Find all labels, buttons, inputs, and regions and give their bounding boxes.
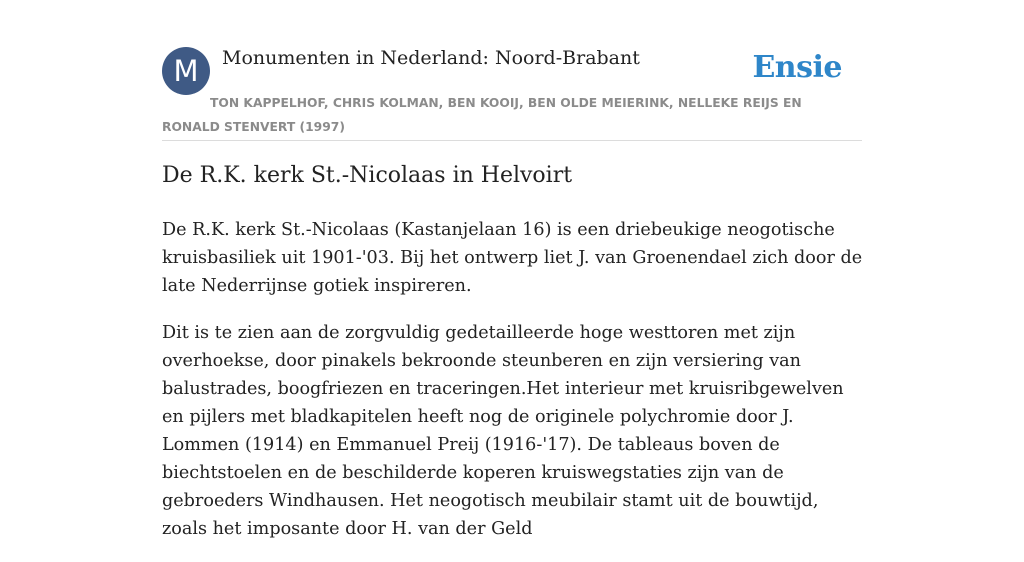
book-header [162, 44, 862, 141]
article-body [162, 216, 867, 562]
book-title[interactable]: Monumenten in Nederland: Noord-Brabant [222, 47, 640, 69]
book-avatar: M [162, 47, 210, 95]
ensie-logo-link[interactable]: Ensie [752, 50, 842, 85]
article-paragraph: Dit is te zien aan de zorgvuldig gedetailleerde hoge westtoren met zijn overhoekse, door pinakels bekroonde steunberen en zijn versiering van balustrades, boogfriezen en traceringen.Het interieur met kruisribgewelven en pijlers met bladkapitelen heeft nog de originele polychromie door J. Lommen (1914) en Emmanuel Preij (1916-'17). De tableaus boven de biechtstoelen en de beschilderde koperen kruiswegstaties zijn van de gebroeders Windhausen. Het neogotisch meubilair stamt uit de bouwtijd, zoals het imposante door H. van der Geld [162, 323, 844, 539]
article-paragraph: De R.K. kerk St.-Nicolaas (Kastanjelaan 16) is een driebeukige neogotische kruisbasiliek uit 1901-'03. Bij het ontwerp liet J. van Groenendael zich door de late Nederrijnse gotiek inspireren. [162, 220, 863, 296]
article-title: De R.K. kerk St.-Nicolaas in Helvoirt [162, 163, 573, 188]
book-authors: TON KAPPELHOF, CHRIS KOLMAN, BEN KOOIJ, BEN OLDE MEIERINK, NELLEKE REIJS EN RONALD STENVERT (1997) [162, 96, 802, 134]
